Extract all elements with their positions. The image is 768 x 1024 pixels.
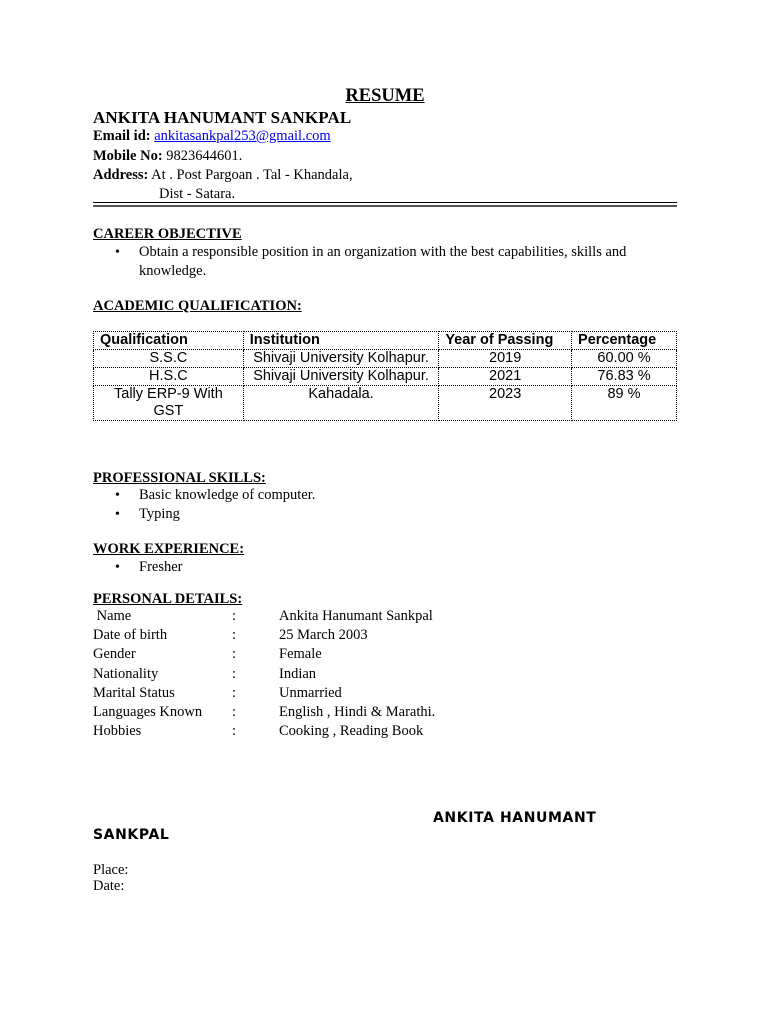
list-item: • Obtain a responsible position in an organization with the best capabilities, skills and knowledge. <box>115 244 627 279</box>
table-cell: Tally ERP-9 With GST <box>94 386 244 421</box>
address-line <box>93 167 353 184</box>
table-cell: 76.83 % <box>572 368 677 386</box>
personal-detail-row <box>93 666 677 685</box>
detail-label: Nationality <box>93 666 159 682</box>
table-cell: 2021 <box>439 368 572 386</box>
bullet-icon: • <box>115 245 120 260</box>
table-row <box>94 350 677 368</box>
bullet-icon: • <box>115 507 120 522</box>
bullet-icon: • <box>115 488 120 503</box>
detail-label: Name <box>93 608 132 624</box>
personal-detail-row <box>93 685 677 704</box>
list-item: • Typing <box>115 506 180 522</box>
address-value-line1: At . Post Pargoan . Tal - Khandala, <box>151 167 353 183</box>
table-row <box>94 368 677 386</box>
place-label: Place: <box>93 862 129 878</box>
work-experience-heading: WORK EXPERIENCE: <box>93 541 245 557</box>
table-cell: Shivaji University Kolhapur. <box>243 350 439 368</box>
detail-separator: : <box>232 646 237 662</box>
detail-value: Ankita Hanumant Sankpal <box>279 608 433 624</box>
header-divider-thick <box>93 205 677 207</box>
table-cell: H.S.C <box>94 368 244 386</box>
bullet-icon: • <box>115 560 120 575</box>
detail-separator: : <box>232 666 237 682</box>
career-objective-list <box>93 243 633 281</box>
table-cell: 60.00 % <box>572 350 677 368</box>
table-cell: 89 % <box>572 386 677 421</box>
signature-name-line1: ANKITA HANUMANT <box>433 810 597 826</box>
mobile-line <box>93 148 242 165</box>
table-cell: S.S.C <box>94 350 244 368</box>
column-header: Institution <box>243 332 439 350</box>
detail-value: Female <box>279 646 322 662</box>
list-item: • Fresher <box>115 559 183 575</box>
table-cell: 2023 <box>439 386 572 421</box>
table-row <box>94 386 677 421</box>
email-line <box>93 128 331 145</box>
mobile-label: Mobile No: <box>93 148 163 164</box>
email-link[interactable]: ankitasankpal253@gmail.com <box>154 128 331 144</box>
detail-separator: : <box>232 627 237 643</box>
academic-table <box>93 331 677 421</box>
detail-separator: : <box>232 608 237 624</box>
candidate-name: ANKITA HANUMANT SANKPAL <box>93 108 352 127</box>
professional-skills-list <box>93 486 633 524</box>
personal-detail-row <box>93 723 677 742</box>
signature-name-line2: SANKPAL <box>93 827 170 843</box>
address-label: Address: <box>93 167 149 183</box>
column-header: Year of Passing <box>439 332 572 350</box>
detail-value: Indian <box>279 666 317 682</box>
detail-label: Gender <box>93 646 136 662</box>
detail-label: Hobbies <box>93 723 142 739</box>
header-divider <box>93 202 677 203</box>
career-objective-heading: CAREER OBJECTIVE <box>93 226 242 242</box>
detail-label: Languages Known <box>93 704 203 720</box>
table-cell: Kahadala. <box>243 386 439 421</box>
table-header-row <box>94 332 677 350</box>
detail-value: Unmarried <box>279 685 342 701</box>
personal-details-heading: PERSONAL DETAILS: <box>93 591 243 607</box>
detail-value: Cooking , Reading Book <box>279 723 424 739</box>
column-header: Qualification <box>94 332 244 350</box>
list-item: • Basic knowledge of computer. <box>115 487 316 503</box>
table-cell: 2019 <box>439 350 572 368</box>
date-label: Date: <box>93 878 125 894</box>
detail-label: Marital Status <box>93 685 175 701</box>
detail-separator: : <box>232 723 237 739</box>
detail-label: Date of birth <box>93 627 168 643</box>
personal-detail-row <box>93 704 677 723</box>
address-value-line2: Dist - Satara. <box>159 186 236 202</box>
academic-heading: ACADEMIC QUALIFICATION: <box>93 298 302 314</box>
resume-title: RESUME <box>345 86 425 106</box>
detail-separator: : <box>232 704 237 720</box>
personal-detail-row <box>93 646 677 665</box>
column-header: Percentage <box>572 332 677 350</box>
email-label: Email id: <box>93 128 151 144</box>
personal-detail-row <box>93 627 677 646</box>
personal-detail-row <box>93 608 677 627</box>
detail-value: English , Hindi & Marathi. <box>279 704 436 720</box>
mobile-value: 9823644601. <box>166 148 243 164</box>
professional-skills-heading: PROFESSIONAL SKILLS: <box>93 470 266 486</box>
detail-value: 25 March 2003 <box>279 627 368 643</box>
table-cell: Shivaji University Kolhapur. <box>243 368 439 386</box>
detail-separator: : <box>232 685 237 701</box>
work-experience-list <box>93 558 633 577</box>
